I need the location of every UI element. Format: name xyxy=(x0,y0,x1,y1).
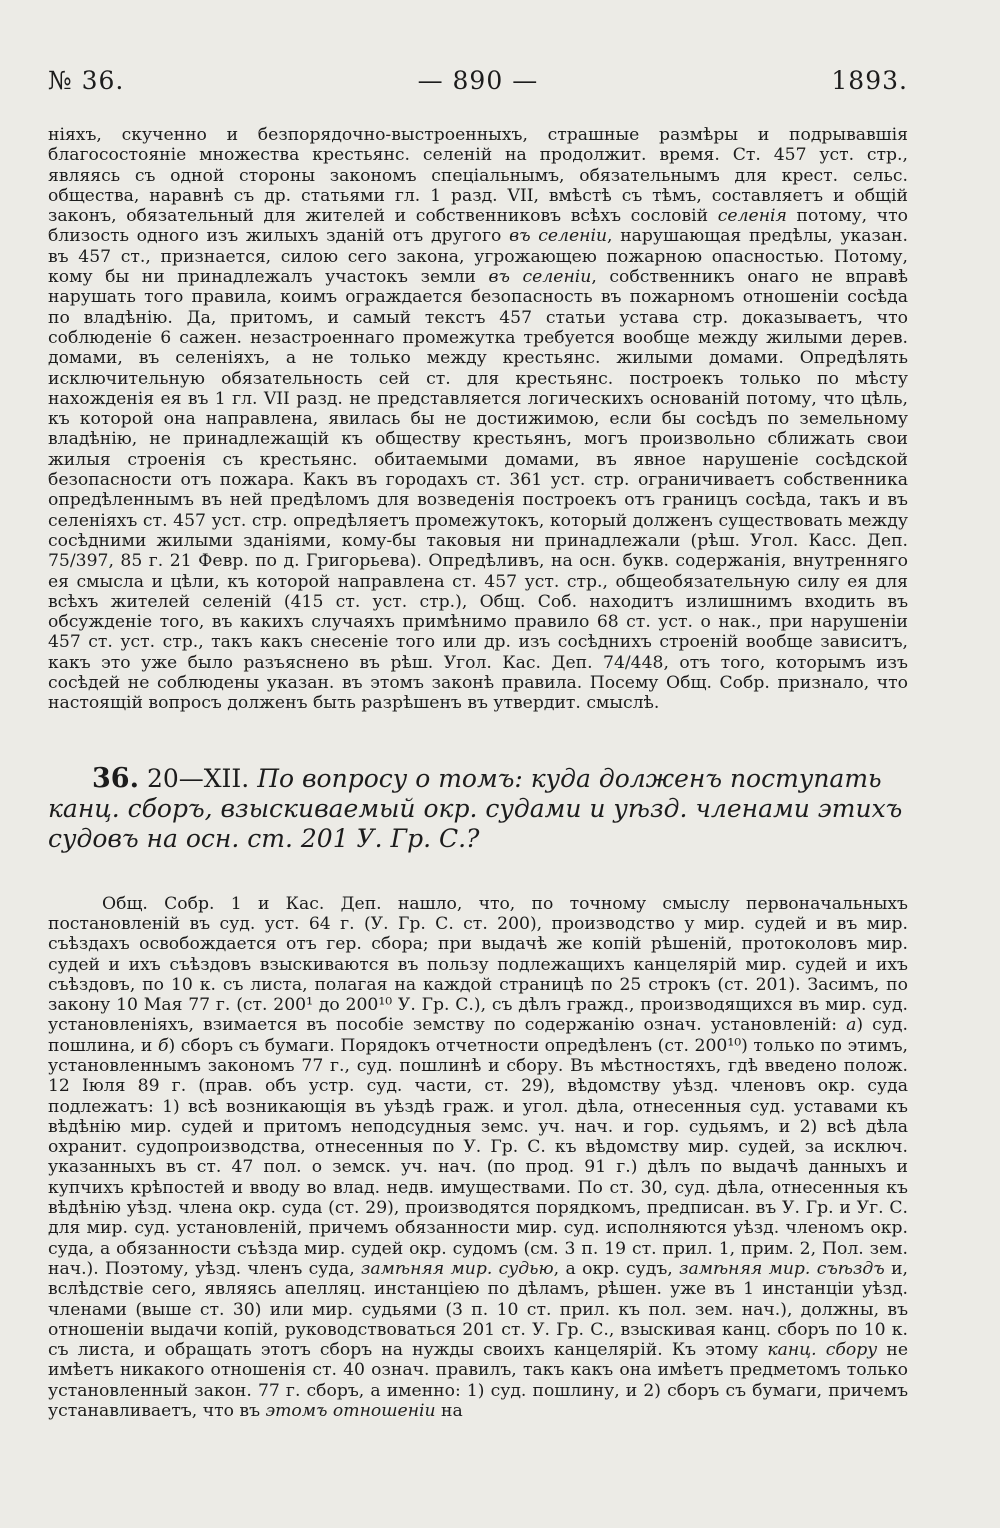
paragraph-continued xyxy=(48,125,908,714)
paragraph-decision xyxy=(48,894,908,1422)
running-head xyxy=(48,66,908,95)
emphasis: а xyxy=(846,1015,857,1036)
emphasis: въ селеніи xyxy=(488,267,592,288)
emphasis: въ селеніи xyxy=(509,226,608,247)
text-run: , собственникъ онаго не вправѣ нарушать того правила, коимъ ограждается безопасность въ пожарномъ отношеніи сосѣда по владѣнію. Да, притомъ, и самый текстъ 457 статьи устава стр. доказываетъ, что соблюденіе 6 сажен. незастроеннаго промежутка требуется вообще между жилыми дерев. домами, въ селеніяхъ, а не только между крестьянс. жилыми домами. Опредѣлять исключительную обязательность сей ст. для крестьянс. построекъ только по мѣсту нахожденія ея въ 1 гл. VII разд. не представляется логическихъ основаній потому, что цѣль, къ которой она направлена, явилась бы не достижимою, если бы сосѣдъ по земельному владѣнію, не принадлежащій къ обществу крестьянъ, могъ произвольно сближать свои жилыя строенія съ крестьянс. обитаемыми домами, въ явное нарушеніе сосѣдской безопасности отъ пожара. Какъ въ городахъ ст. 361 уст. стр. ограничиваетъ собственника опредѣленнымъ въ ней предѣломъ для возведенія построекъ отъ границъ сосѣда, такъ и въ селеніяхъ ст. 457 уст. стр. опредѣляетъ промежутокъ, который долженъ существовать между сосѣдними жилыми зданіями, кому-бы таковыя ни принадлежали (рѣш. Угол. Касс. Деп. 75/397, 85 г. 21 Февр. по д. Григорьева). Опредѣливъ, на осн. букв. содержанія, внутренняго ея смысла и цѣли, къ которой направлена ст. 457 уст. стр., общеобязательную силу ея для всѣхъ жителей селеній (415 ст. уст. стр.), Общ. Соб. находитъ излишнимъ входить въ обсужденіе того, въ какихъ случаяхъ примѣнимо правило 68 ст. уст. о нак., при нарушеніи 457 ст. уст. стр., такъ какъ снесеніе того или др. изъ сосѣднихъ строеній вообще зависитъ, какъ это уже было разъяснено въ рѣш. Угол. Кас. Деп. 74/448, отъ того, которымъ изъ сосѣдей не соблюдены указан. въ этомъ законѣ правила. Посему Общ. Собр. признало, что настоящій вопросъ долженъ быть разрѣшенъ въ утвердит. смыслѣ. xyxy=(48,267,908,714)
text-run: ніяхъ, скученно и безпорядочно-выстроенныхъ, страшные размѣры и подрывавшія благосостояніе множества крестьянс. селеній на продолжит. время. Ст. 457 уст. стр., являясь съ одной стороны закономъ спеціальнымъ, обязательнымъ для крест. сельс. общества, наравнѣ съ др. статьями гл. 1 разд. VII, вмѣстѣ съ тѣмъ, составляетъ и общій законъ, обязательный для жителей и собственниковъ всѣхъ сословій xyxy=(48,125,908,227)
text-run: на xyxy=(435,1401,463,1422)
section-date: 20—XII. xyxy=(146,763,250,793)
emphasis: б xyxy=(157,1035,169,1056)
text-run: , а окр. судъ, xyxy=(553,1258,680,1279)
section-title: По вопросу о томъ: куда долженъ поступать канц. сборъ, взыскиваемый окр. судами и уѣзд. членами этихъ судовъ на осн. ст. 201 У. Гр. С.? xyxy=(48,763,903,853)
section-number: 36. xyxy=(92,762,139,794)
year: 1893. xyxy=(831,66,908,95)
issue-number: № 36. xyxy=(48,66,125,95)
text-run: потому, что близость одного изъ жилыхъ зданій отъ другого xyxy=(48,206,908,247)
emphasis: этомъ отношеніи xyxy=(265,1401,436,1422)
page-number: — 890 — xyxy=(417,66,539,95)
emphasis: селенія xyxy=(717,206,787,227)
section-heading xyxy=(48,764,908,854)
emphasis: замѣняя мир. судью xyxy=(361,1258,554,1279)
text-run: Общ. Собр. 1 и Кас. Деп. нашло, что, по точному смыслу первоначальныхъ постановленій въ суд. уст. 64 г. (У. Гр. С. ст. 200), производство у мир. судей и въ мир. съѣздахъ освобождается отъ гер. сбора; при выдачѣ же копій рѣшеній, протоколовъ мир. судей и ихъ съѣздовъ взыскиваются въ пользу подлежащихъ канцелярій мир. судей и ихъ съѣздовъ, по 10 к. съ листа, полагая на каждой страницѣ по 25 строкъ (ст. 201). Засимъ, по закону 10 Мая 77 г. (ст. 200¹ до 200¹⁰ У. Гр. С.), съ дѣлъ гражд., производящихся въ мир. суд. установленіяхъ, взимается въ пособіе земству по содержанію означ. установленій: xyxy=(48,893,908,1036)
text-run: и, вслѣдствіе сего, являясь апелляц. инстанціею по дѣламъ, рѣшен. уже въ 1 инстанціи уѣзд. членами (выше ст. 30) или мир. судьями (3 п. 10 ст. прил. къ пол. зем. нач.), должны, въ отношеніи выдачи копій, руководствоваться 201 ст. У. Гр. С., взыскивая канц. сборъ по 10 к. съ листа, и обращать этотъ сборъ на нужды своихъ канцелярій. Къ этому xyxy=(48,1258,908,1361)
text-run: , нарушающая предѣлы, указан. въ 457 ст., признается, силою сего закона, угрожающею пожарною опасностью. Потому, кому бы ни принадлежалъ участокъ земли xyxy=(48,226,908,288)
text-run: ) суд. пошлина, и xyxy=(48,1015,908,1056)
emphasis: замѣняя мир. съѣздъ xyxy=(679,1258,885,1279)
text-run: не имѣетъ никакого отношенія ст. 40 означ. правилъ, такъ какъ она имѣетъ предметомъ только установленный закон. 77 г. сборъ, а именно: 1) суд. пошлину, и 2) сборъ съ бумаги, причемъ устанавливаетъ, что въ xyxy=(48,1340,908,1422)
emphasis: канц. сбору xyxy=(767,1340,878,1361)
text-run: ) сборъ съ бумаги. Порядокъ отчетности опредѣленъ (ст. 200¹⁰) только по этимъ, установленнымъ закономъ 77 г., суд. пошлинѣ и сбору. Въ мѣстностяхъ, гдѣ введено полож. 12 Іюля 89 г. (прав. объ устр. суд. части, ст. 29), вѣдомству уѣзд. членовъ окр. суда подлежатъ: 1) всѣ возникающія въ уѣздѣ граж. и угол. дѣла, отнесенныя суд. уставами къ вѣдѣнію мир. судей и притомъ неподсудныя земс. уч. нач. и гор. судьямъ, и 2) всѣ дѣла охранит. судопроизводства, отнесенныя по У. Гр. С. къ вѣдомству мир. судей, за исключ. указанныхъ въ ст. 47 пол. о земск. уч. нач. (по прод. 91 г.) дѣлъ по выдачѣ данныхъ и купчихъ крѣпостей и вводу во влад. недв. имуществами. По ст. 30, суд. дѣла, отнесенныя къ вѣдѣнію уѣзд. члена окр. суда (ст. 29), производятся порядкомъ, предписан. въ У. Гр. и Уг. С. для мир. суд. установленій, причемъ обязанности мир. суд. исполняются уѣзд. членомъ окр. суда, а обязанности съѣзда мир. судей окр. судомъ (см. 3 п. 19 ст. прил. 1, прим. 2, Пол. зем. нач.). Поэтому, уѣзд. членъ суда, xyxy=(48,1035,908,1279)
